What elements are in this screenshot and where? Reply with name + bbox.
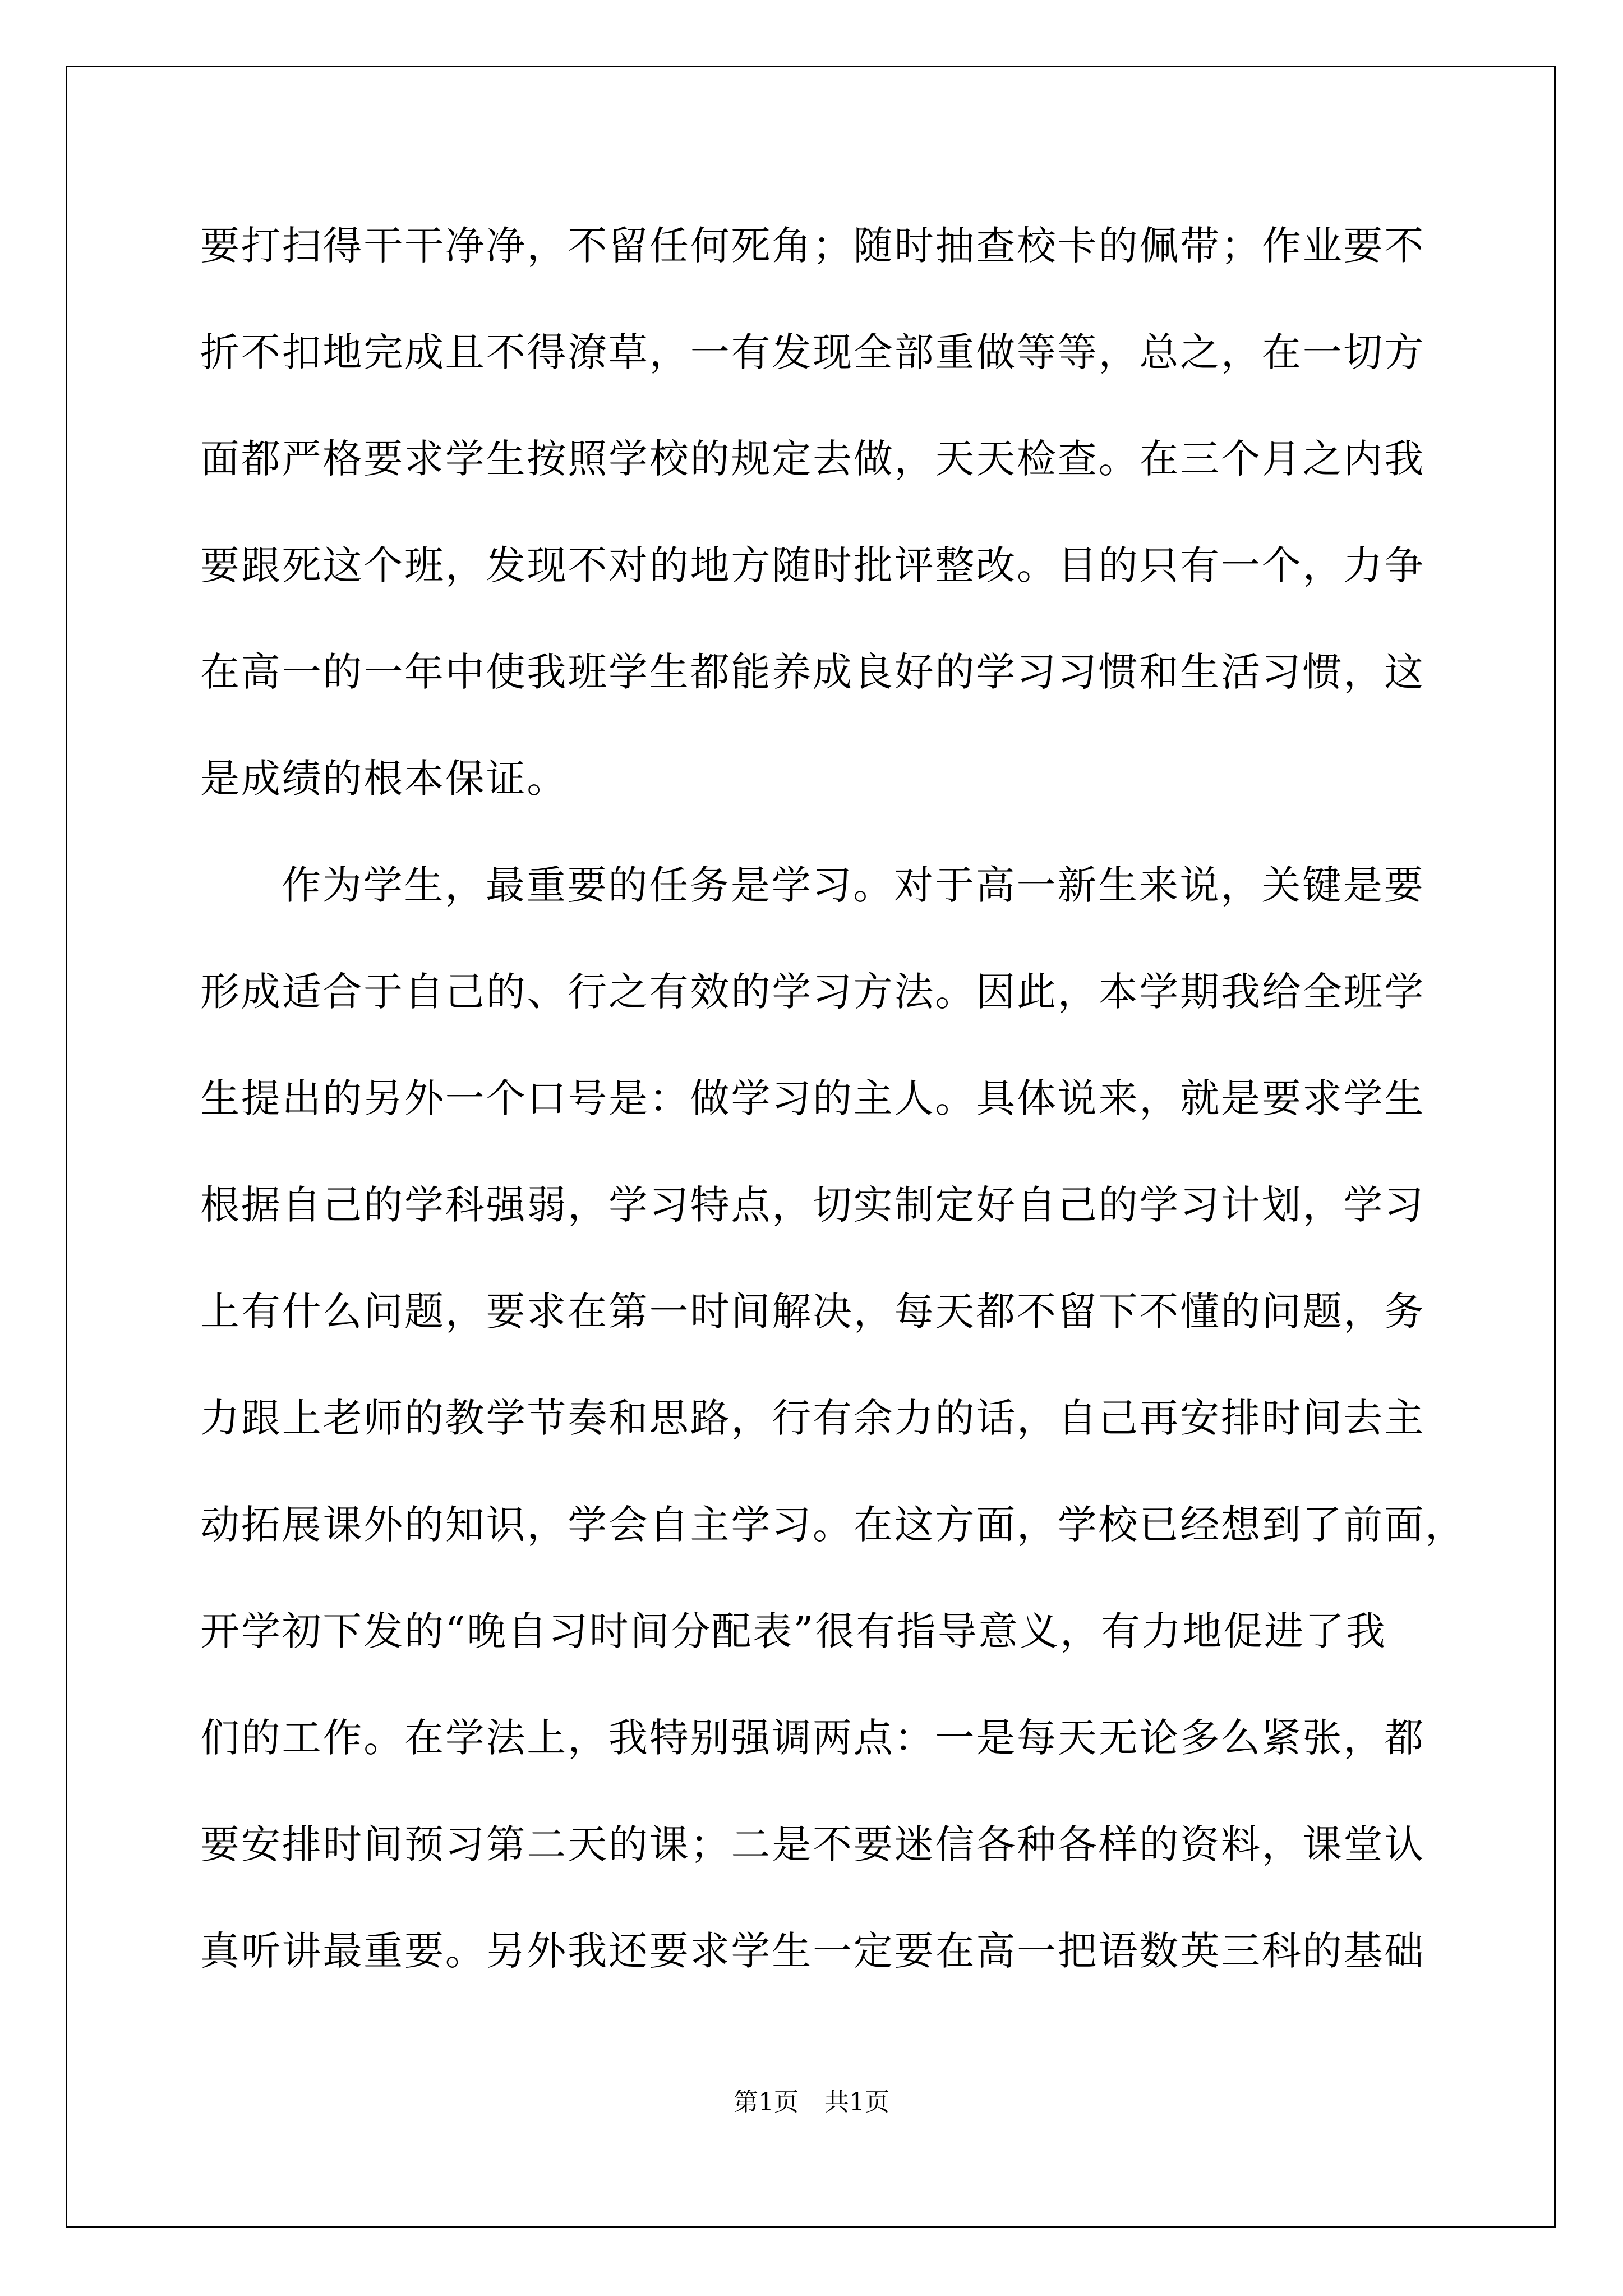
paragraph <box>200 192 1535 832</box>
text-line: 在高一的一年中使我班学生都能养成良好的学习习惯和生活习惯，这 <box>200 649 1425 695</box>
page-total: 共1页 <box>824 2088 889 2116</box>
text-line: 真听讲最重要。另外我还要求学生一定要在高一把语数英三科的基础 <box>200 1928 1425 1974</box>
document-body <box>200 192 1535 2004</box>
paragraph <box>200 832 1535 2004</box>
text-line: 要安排时间预习第二天的课；二是不要迷信各种各样的资料，课堂认 <box>200 1821 1425 1867</box>
text-line: 形成适合于自己的、行之有效的学习方法。因此，本学期我给全班学 <box>200 969 1425 1015</box>
text-line: 面都严格要求学生按照学校的规定去做，天天检查。在三个月之内我 <box>200 436 1425 482</box>
text-line: 要跟死这个班，发现不对的地方随时批评整改。目的只有一个，力争 <box>200 542 1425 588</box>
text-line: 要打扫得干干净净，不留任何死角；随时抽查校卡的佩带；作业要不 <box>200 223 1425 269</box>
page-footer <box>0 2087 1623 2118</box>
text-line: 们的工作。在学法上，我特别强调两点：一是每天无论多么紧张，都 <box>200 1715 1425 1761</box>
text-line: 生提出的另外一个口号是：做学习的主人。具体说来，就是要求学生 <box>200 1075 1425 1121</box>
text-line: 上有什么问题，要求在第一时间解决，每天都不留下不懂的问题，务 <box>200 1289 1425 1335</box>
text-line: 作为学生，最重要的任务是学习。对于高一新生来说，关键是要 <box>282 862 1425 908</box>
text-line: 力跟上老师的教学节奏和思路，行有余力的话，自己再安排时间去主 <box>200 1395 1425 1441</box>
page-number: 第1页 <box>734 2088 799 2116</box>
text-line: 是成绩的根本保证。 <box>200 756 568 802</box>
text-line: 动拓展课外的知识，学会自主学习。在这方面，学校已经想到了前面， <box>200 1502 1466 1548</box>
text-line: 折不扣地完成且不得潦草，一有发现全部重做等等，总之，在一切方 <box>200 329 1425 375</box>
text-line: 根据自己的学科强弱，学习特点，切实制定好自己的学习计划，学习 <box>200 1182 1425 1228</box>
text-line: 开学初下发的“晚自习时间分配表”很有指导意义，有力地促进了我 <box>200 1608 1387 1654</box>
